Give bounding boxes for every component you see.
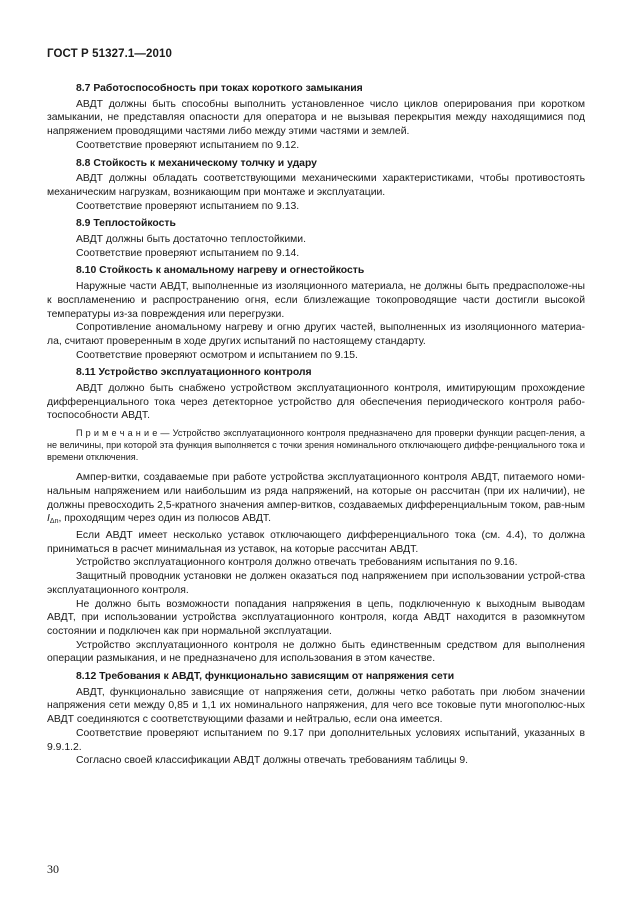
note-label: П р и м е ч а н и е bbox=[76, 428, 158, 439]
paragraph: Сопротивление аномальному нагреву и огню других частей, выполненных из изоляционного материа-ла, считают проверенным в ходе других испытаний по настоящему стандарту. bbox=[47, 322, 585, 347]
paragraph: Защитный проводник установки не должен оказаться под напряжением при использовании устрой-ства эксплуатационного контроля. bbox=[47, 571, 585, 596]
section-8-9-title: 8.9 Теплостойкость bbox=[76, 218, 176, 230]
paragraph: Соответствие проверяют осмотром и испытанием по 9.15. bbox=[76, 349, 358, 361]
section-8-8-title: 8.8 Стойкость к механическому толчку и удару bbox=[76, 157, 317, 169]
section-8-7-title: 8.7 Работоспособность при токах короткого замыкания bbox=[76, 83, 363, 94]
current-subscript: Δn bbox=[49, 518, 59, 526]
section-8-11-title: 8.11 Устройство эксплуатационного контроля bbox=[76, 367, 312, 379]
paragraph: Соответствие проверяют испытанием по 9.14. bbox=[76, 247, 300, 259]
section-8-12-title: 8.12 Требования к АВДТ, функционально зависящим от напряжения сети bbox=[76, 671, 455, 683]
paragraph: АВДТ, функционально зависящие от напряжения сети, должны четко работать при любом значении напряжения сети между 0,85 и 1,1 их номинального напряжения, для чего все токовые пути многополюс-ных АВДТ соединяются с соответствующими фазами и нейтралью, если она имеется. bbox=[47, 686, 585, 726]
paragraph: Наружные части АВДТ, выполненные из изоляционного материала, не должны быть предрасположе-ны к воспламенению и распространению огня, если близлежащие токопроводящие части достигли высокой температуры из-за повреждения или перегрузки. bbox=[47, 281, 585, 320]
note-text: — Устройство эксплуатационного контроля предназначено для проверки функции расцеп-ления, а не величины, при которой эта функция выполняется с точки зрения номинального отключающего диффе-ренциального тока и времени отключения. bbox=[47, 428, 585, 463]
paragraph: Соответствие проверяют испытанием по 9.13. bbox=[76, 200, 300, 212]
document-header: ГОСТ Р 51327.1—2010 bbox=[47, 48, 172, 60]
paragraph: Не должно быть возможности попадания напряжения в цепь, подключенную к выходным выводам АВДТ, при использовании устройства эксплуатационного контроля, когда АВДТ находится в разомкнутом состоянии и подключен как при нормальной эксплуатации. bbox=[47, 598, 585, 637]
document-body bbox=[47, 78, 585, 768]
text-span: Ампер-витки, создаваемые при работе устройства эксплуатационного контроля АВДТ, питаемого номи-нальным напряжением или наибольшим из ряда напряжений, на которые он рассчитан (при их наличии), не должны превосходить 2,5-кратного значения ампер-витков, создаваемых дифференциальным током, рав-ным bbox=[47, 472, 585, 511]
paragraph: АВДТ должны обладать соответствующими механическими характеристиками, чтобы противостоять механическим нагрузкам, возникающим при монтаже и эксплуатации. bbox=[47, 173, 585, 198]
paragraph: Если АВДТ имеет несколько уставок отключающего дифференциального тока (см. 4.4), то должна приниматься в расчет минимальная из уставок, на которые рассчитан АВДТ. bbox=[47, 529, 585, 555]
section-8-10-title: 8.10 Стойкость к аномальному нагреву и огнестойкость bbox=[76, 265, 365, 277]
text-span: , проходящим через один из полюсов АВДТ. bbox=[58, 513, 271, 525]
paragraph: АВДТ должно быть снабжено устройством эксплуатационного контроля, имитирующим прохождение дифференциального тока через детекторное устройство для обеспечения периодического контроля рабо-тоспособности АВДТ. bbox=[47, 383, 585, 422]
paragraph bbox=[47, 471, 585, 529]
paragraph: Устройство эксплуатационного контроля не должно быть единственным средством для выполнения операции размыкания, и не предназначено для использования в этом качестве. bbox=[47, 639, 585, 665]
page-number: 30 bbox=[47, 862, 59, 876]
paragraph: Соответствие проверяют испытанием по 9.17 при дополнительных условиях испытаний, указанных в 9.9.1.2. bbox=[47, 727, 585, 753]
paragraph: Согласно своей классификации АВДТ должны отвечать требованиям таблицы 9. bbox=[76, 755, 469, 767]
note bbox=[47, 427, 585, 463]
paragraph: Соответствие проверяют испытанием по 9.12. bbox=[76, 139, 300, 151]
paragraph: Устройство эксплуатационного контроля должно отвечать требованиям испытания по 9.16. bbox=[76, 557, 518, 569]
paragraph: АВДТ должны быть достаточно теплостойкими. bbox=[76, 234, 306, 246]
paragraph: АВДТ должны быть способны выполнить установленное число циклов оперирования при коротком замыкании, не представляя опасности для оператора и не вызывая перекрытия между находящимися под напряжением проводящими частями либо между этими частями и землей. bbox=[47, 98, 585, 138]
current-symbol: I bbox=[47, 513, 50, 525]
